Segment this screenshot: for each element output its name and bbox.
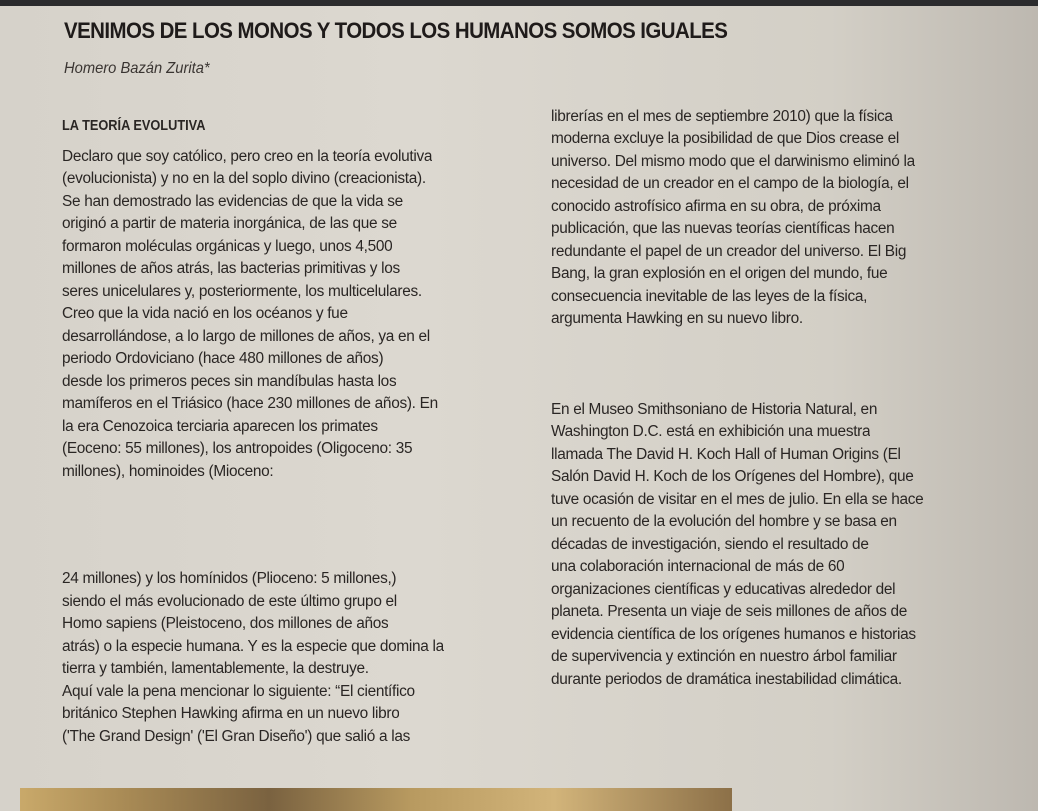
text-line: conocido astrofísico afirma en su obra, de próxima — [551, 198, 881, 215]
text-line: seres unicelulares y, posteriormente, los multicelulares. — [62, 283, 422, 300]
text-line: moderna excluye la posibilidad de que Dios crease el — [551, 130, 900, 147]
text-line: publicación, que las nuevas teorías científicas hacen — [551, 220, 895, 237]
text-line: Creo que la vida nació en los océanos y fue — [62, 305, 348, 322]
text-line: universo. Del mismo modo que el darwinismo eliminó la — [551, 153, 915, 170]
text-line: décadas de investigación, siendo el resultado de — [551, 536, 869, 553]
text-line: tuve ocasión de visitar en el mes de julio. En ella se hace — [551, 491, 924, 508]
article-author: Homero Bazán Zurita* — [64, 60, 210, 77]
text-line: formaron moléculas orgánicas y luego, unos 4,500 — [62, 238, 393, 255]
text-line: librerías en el mes de septiembre 2010) que la física — [551, 108, 893, 125]
text-line: necesidad de un creador en el campo de la biología, el — [551, 175, 909, 192]
text-line: Bang, la gran explosión en el origen del mundo, fue — [551, 265, 888, 282]
text-line: Se han demostrado las evidencias de que la vida se — [62, 193, 403, 210]
text-line: siendo el más evolucionado de este último grupo el — [62, 593, 397, 610]
text-line: Declaro que soy católico, pero creo en la teoría evolutiva — [62, 148, 433, 165]
text-line: millones de años atrás, las bacterias primitivas y los — [62, 260, 400, 277]
text-line: desarrollándose, a lo largo de millones de años, ya en el — [62, 328, 430, 345]
text-line: mamíferos en el Triásico (hace 230 millones de años). En — [62, 395, 438, 412]
top-edge — [0, 0, 1038, 6]
text-line: originó a partir de materia inorgánica, de las que se — [62, 215, 397, 232]
text-line: (evolucionista) y no en la del soplo divino (creacionista). — [62, 170, 426, 187]
text-line: una colaboración internacional de más de 60 — [551, 558, 845, 575]
text-line: argumenta Hawking en su nuevo libro. — [551, 310, 803, 327]
photo-strip — [20, 788, 732, 811]
text-line: planeta. Presenta un viaje de seis millones de años de — [551, 603, 907, 620]
text-line: consecuencia inevitable de las leyes de la física, — [551, 288, 868, 305]
text-line: un recuento de la evolución del hombre y se basa en — [551, 513, 897, 530]
section-heading: LA TEORÍA EVOLUTIVA — [62, 118, 206, 134]
text-line: organizaciones científicas y educativas alrededor del — [551, 581, 896, 598]
text-line: Homo sapiens (Pleistoceno, dos millones de años — [62, 615, 389, 632]
text-line: millones), hominoides (Mioceno: — [62, 463, 274, 480]
text-line: (Eoceno: 55 millones), los antropoides (Oligoceno: 35 — [62, 440, 413, 457]
text-line: Salón David H. Koch de los Orígenes del Hombre), que — [551, 468, 914, 485]
text-line: atrás) o la especie humana. Y es la especie que domina la — [62, 638, 444, 655]
text-line: Aquí vale la pena mencionar lo siguiente: “El científico — [62, 683, 415, 700]
text-line: periodo Ordoviciano (hace 480 millones de años) — [62, 350, 384, 367]
text-line: durante periodos de dramática inestabilidad climática. — [551, 671, 902, 688]
text-line: En el Museo Smithsoniano de Historia Natural, en — [551, 401, 878, 418]
text-line: llamada The David H. Koch Hall of Human Origins (El — [551, 446, 901, 463]
text-line: evidencia científica de los orígenes humanos e historias — [551, 626, 916, 643]
text-line: redundante el papel de un creador del universo. El Big — [551, 243, 907, 260]
text-line: tierra y también, lamentablemente, la destruye. — [62, 660, 369, 677]
text-line: ('The Grand Design' ('El Gran Diseño') que salió a las — [62, 728, 410, 745]
text-line: desde los primeros peces sin mandíbulas hasta los — [62, 373, 397, 390]
article-title: VENIMOS DE LOS MONOS Y TODOS LOS HUMANOS SOMOS IGUALES — [64, 18, 728, 43]
text-line: la era Cenozoica terciaria aparecen los primates — [62, 418, 378, 435]
text-line: Washington D.C. está en exhibición una muestra — [551, 423, 871, 440]
text-line: británico Stephen Hawking afirma en un nuevo libro — [62, 705, 400, 722]
text-line: 24 millones) y los homínidos (Plioceno: 5 millones,) — [62, 570, 397, 587]
text-line: de supervivencia y extinción en nuestro árbol familiar — [551, 648, 897, 665]
